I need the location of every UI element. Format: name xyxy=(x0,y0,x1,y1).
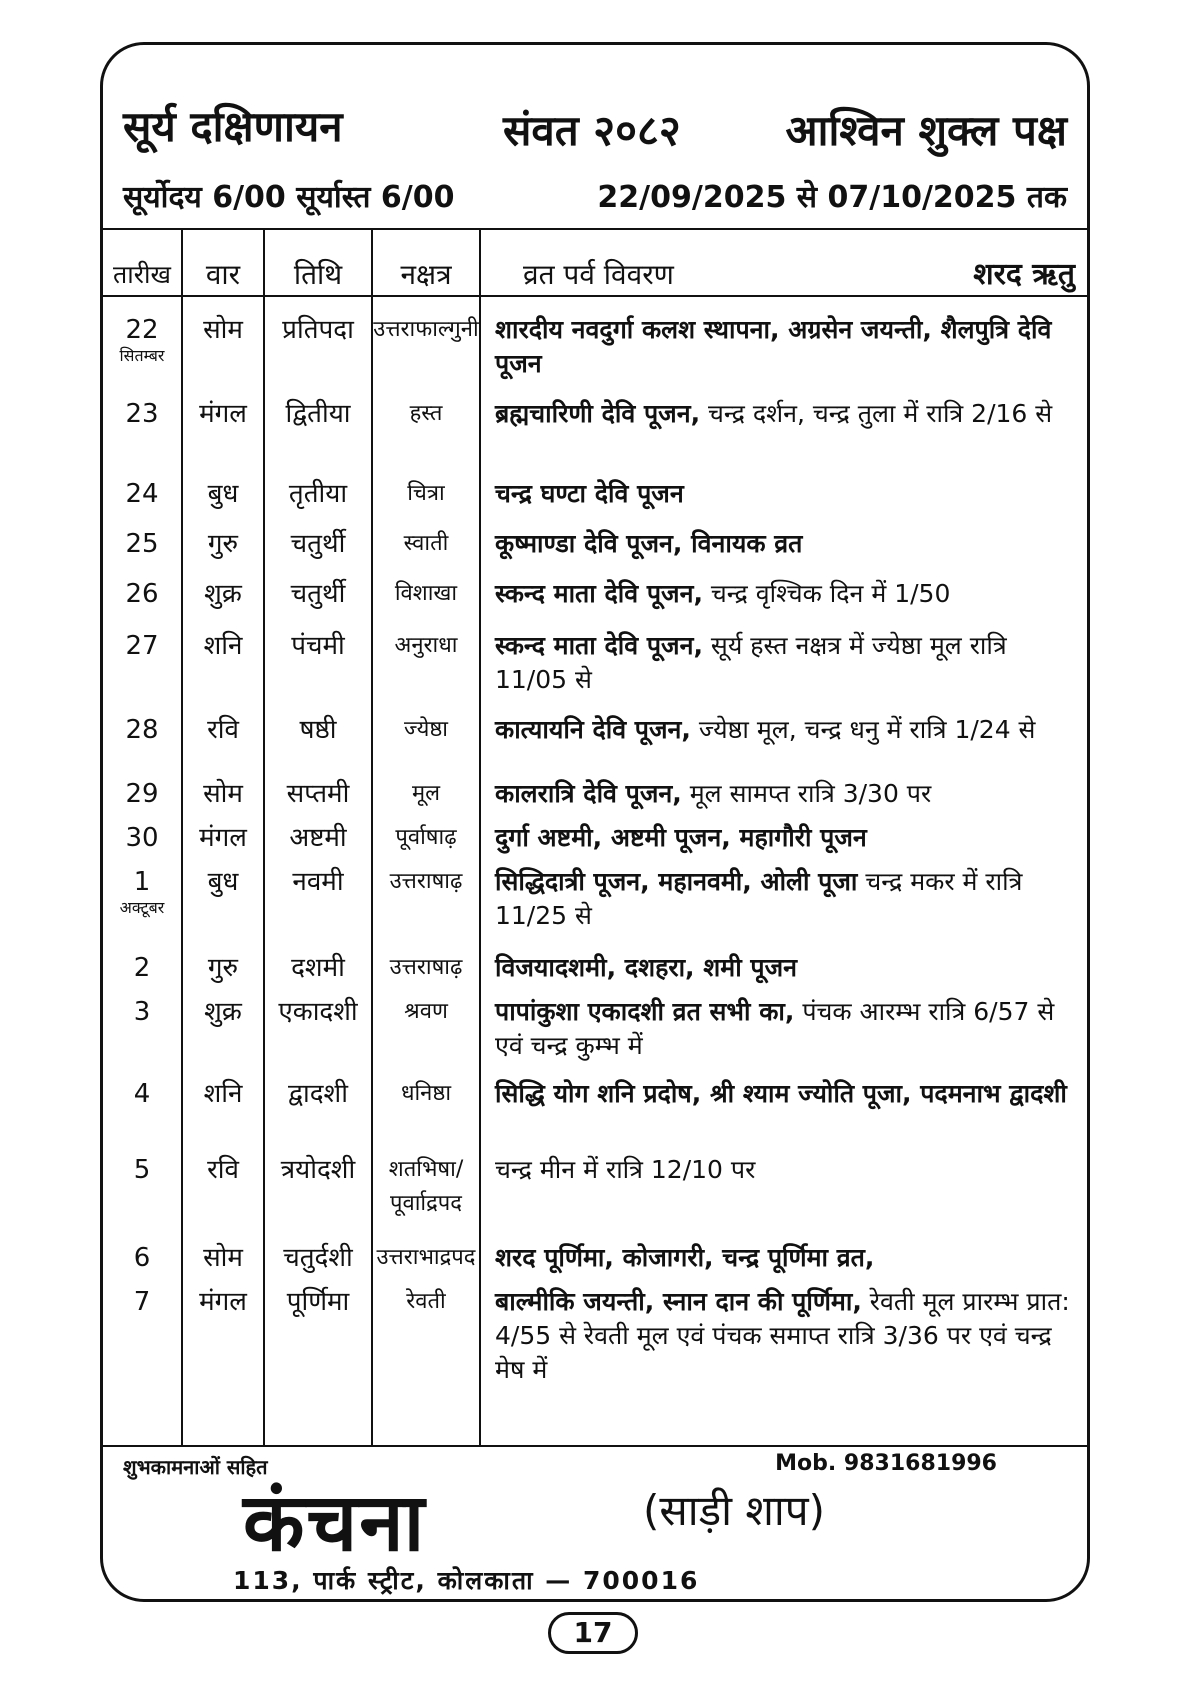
description-highlight: स्कन्द माता देवि पूजन, xyxy=(495,579,703,608)
date-range: 22/09/2025 से 07/10/2025 तक xyxy=(597,180,1067,215)
date-number: 26 xyxy=(125,579,159,609)
date-number: 6 xyxy=(133,1243,151,1273)
mobile-number: Mob. 9831681996 xyxy=(775,1451,997,1476)
page-number: 17 xyxy=(548,1612,638,1654)
col-tithi: तिथि xyxy=(293,258,343,291)
row-date xyxy=(103,1077,181,1111)
row-weekday: मंगल xyxy=(199,399,247,429)
row-date xyxy=(103,577,181,611)
row-date xyxy=(103,629,181,663)
date-number: 22 xyxy=(125,315,159,345)
shop-name: कंचना xyxy=(243,1476,427,1569)
month-label: सितम्बर xyxy=(119,346,165,365)
row-weekday: गुरु xyxy=(207,529,239,559)
col-date: तारीख xyxy=(113,260,171,289)
description-detail: रेवती मूल प्रारम्भ प्रात: 4/55 से रेवती मूल एवं पंचक समाप्त रात्रि 3/36 पर एवं चन्द्र मेष में xyxy=(495,1287,1070,1384)
row-weekday: मंगल xyxy=(199,823,247,853)
row-description xyxy=(495,951,1085,985)
row-date xyxy=(103,995,181,1029)
description-detail: पंचक आरम्भ रात्रि 6/57 से एवं चन्द्र कुम्भ में xyxy=(495,997,1055,1060)
description-highlight: कालरात्रि देवि पूजन, xyxy=(495,779,682,808)
title-samvat: संवत २०८२ xyxy=(503,106,681,155)
row-description xyxy=(495,577,1085,611)
date-number: 4 xyxy=(133,1079,151,1109)
row-weekday: बुध xyxy=(207,867,239,897)
row-date xyxy=(103,713,181,747)
row-date xyxy=(103,527,181,561)
row-date xyxy=(103,477,181,511)
row-nakshatra: पूर्वाषाढ़ xyxy=(395,825,457,850)
col-desc: व्रत पर्व विवरण xyxy=(523,258,674,291)
row-date xyxy=(103,397,181,431)
description-detail: मूल सामप्त रात्रि 3/30 पर xyxy=(681,779,932,808)
date-number: 24 xyxy=(125,479,159,509)
col-ritu: शरद ऋतु xyxy=(973,257,1075,292)
greeting-text: शुभकामनाओं सहित xyxy=(123,1455,268,1479)
row-tithi: त्रयोदशी xyxy=(280,1155,356,1185)
row-tithi: पूर्णिमा xyxy=(286,1287,350,1317)
description-detail: चन्द्र दर्शन, चन्द्र तुला में रात्रि 2/16 से xyxy=(700,399,1053,428)
row-nakshatra: उत्तराषाढ़ xyxy=(389,955,463,980)
row-description xyxy=(495,397,1085,431)
row-description xyxy=(495,1077,1085,1111)
sun-timing: सूर्योदय 6/00 सूर्यास्त 6/00 xyxy=(123,180,455,215)
row-tithi: द्वादशी xyxy=(288,1079,348,1109)
row-tithi: द्वितीया xyxy=(285,399,351,429)
row-tithi: नवमी xyxy=(292,867,344,897)
row-description xyxy=(495,865,1085,933)
description-highlight: शरद पूर्णिमा, कोजागरी, चन्द्र पूर्णिमा व्रत, xyxy=(495,1243,875,1272)
row-nakshatra: ज्येष्ठा xyxy=(403,717,448,742)
col-var: वार xyxy=(205,258,241,291)
month-label: अक्टूबर xyxy=(119,898,165,917)
row-tithi: दशमी xyxy=(291,953,345,983)
row-nakshatra: चित्रा xyxy=(407,481,445,506)
row-weekday: सोम xyxy=(203,1243,243,1273)
description-detail: चन्द्र वृश्चिक दिन में 1/50 xyxy=(702,579,951,608)
row-weekday: रवि xyxy=(207,1155,239,1185)
row-date xyxy=(103,1153,181,1187)
row-tithi: प्रतिपदा xyxy=(282,315,354,345)
header-subtitle-row xyxy=(123,175,1067,219)
row-tithi: चतुर्थी xyxy=(290,579,346,609)
description-highlight: बाल्मीकि जयन्ती, स्नान दान की पूर्णिमा, xyxy=(495,1287,862,1316)
description-highlight: कूष्माण्डा देवि पूजन, विनायक व्रत xyxy=(495,529,803,558)
row-date xyxy=(103,313,181,365)
row-description xyxy=(495,1153,1085,1187)
description-highlight: दुर्गा अष्टमी, अष्टमी पूजन, महागौरी पूजन xyxy=(495,823,867,852)
description-highlight: ब्रह्मचारिणी देवि पूजन, xyxy=(495,399,701,428)
date-number: 23 xyxy=(125,399,159,429)
row-description xyxy=(495,1285,1085,1387)
row-tithi: तृतीया xyxy=(288,479,348,509)
description-highlight: सिद्धिदात्री पूजन, महानवमी, ओली पूजा xyxy=(495,867,858,896)
row-date xyxy=(103,1285,181,1319)
row-tithi: अष्टमी xyxy=(289,823,347,853)
row-date xyxy=(103,777,181,811)
row-weekday: शनि xyxy=(203,631,243,661)
date-number: 30 xyxy=(125,823,159,853)
row-date xyxy=(103,865,181,917)
row-description xyxy=(495,313,1085,381)
description-highlight: स्कन्द माता देवि पूजन, xyxy=(495,631,703,660)
row-nakshatra: उत्तराभाद्रपद xyxy=(376,1245,476,1270)
row-weekday: गुरु xyxy=(207,953,239,983)
description-detail: ज्येष्ठा मूल, चन्द्र धनु में रात्रि 1/24 से xyxy=(690,715,1036,744)
date-number: 28 xyxy=(125,715,159,745)
row-nakshatra: उत्तराषाढ़ xyxy=(389,869,463,894)
description-detail: चन्द्र मकर में रात्रि 11/25 से xyxy=(495,867,1023,930)
row-weekday: सोम xyxy=(203,315,243,345)
date-number: 7 xyxy=(133,1287,151,1317)
title-paksha: आश्विन शुक्ल पक्ष xyxy=(785,106,1067,155)
row-description xyxy=(495,713,1085,747)
row-weekday: शुक्र xyxy=(204,997,242,1027)
row-nakshatra: मूल xyxy=(411,781,441,806)
row-tithi: षष्ठी xyxy=(299,715,337,745)
date-number: 25 xyxy=(125,529,159,559)
description-highlight: कात्यायनि देवि पूजन, xyxy=(495,715,691,744)
row-date xyxy=(103,821,181,855)
row-description xyxy=(495,777,1085,811)
shop-type: (साड़ी शाप) xyxy=(643,1486,826,1535)
row-weekday: शुक्र xyxy=(204,579,242,609)
row-nakshatra: धनिष्ठा xyxy=(400,1081,452,1106)
row-description xyxy=(495,477,1085,511)
row-tithi: चतुर्थी xyxy=(290,529,346,559)
row-nakshatra: उत्तराफाल्गुनी xyxy=(373,317,479,342)
date-number: 29 xyxy=(125,779,159,809)
title-left: सूर्य दक्षिणायन xyxy=(123,102,343,151)
header-title-row xyxy=(123,97,1067,157)
row-nakshatra: श्रवण xyxy=(404,999,448,1024)
row-tithi: पंचमी xyxy=(291,631,345,661)
row-date xyxy=(103,1241,181,1275)
row-tithi: एकादशी xyxy=(278,997,358,1027)
row-tithi: चतुर्दशी xyxy=(283,1243,353,1273)
calendar-page-frame xyxy=(100,42,1090,1602)
shop-address: 113, पार्क स्ट्रीट, कोलकाता — 700016 xyxy=(233,1566,700,1595)
description-highlight: चन्द्र घण्टा देवि पूजन xyxy=(495,479,684,508)
date-number: 5 xyxy=(133,1155,151,1185)
row-weekday: मंगल xyxy=(199,1287,247,1317)
row-nakshatra: अनुराधा xyxy=(394,633,458,658)
row-weekday: रवि xyxy=(207,715,239,745)
row-description xyxy=(495,527,1085,561)
row-description xyxy=(495,995,1085,1063)
col-divider-4 xyxy=(479,228,481,1445)
row-nakshatra: शतभिषा/ पूर्वााद्रपद xyxy=(388,1157,464,1216)
row-description xyxy=(495,629,1085,697)
date-number: 27 xyxy=(125,631,159,661)
row-nakshatra: स्वाती xyxy=(403,531,449,556)
description-highlight: शारदीय नवदुर्गा कलश स्थापना, अग्रसेन जयन्ती, शैलपुत्रि देवि पूजन xyxy=(495,315,1052,378)
column-header-divider xyxy=(103,295,1087,297)
description-detail: सूर्य हस्त नक्षत्र में ज्येष्ठा मूल रात्रि 11/05 से xyxy=(495,631,1007,694)
row-tithi: सप्तमी xyxy=(286,779,350,809)
date-number: 2 xyxy=(133,953,151,983)
row-description xyxy=(495,821,1085,855)
description-highlight: सिद्धि योग शनि प्रदोष, श्री श्याम ज्योति पूजा, पदमनाभ द्वादशी xyxy=(495,1079,1067,1108)
description-highlight: पापांकुशा एकादशी व्रत सभी का, xyxy=(495,997,795,1026)
row-nakshatra: विशाखा xyxy=(394,581,458,606)
row-weekday: बुध xyxy=(207,479,239,509)
col-nakshatra: नक्षत्र xyxy=(400,258,452,291)
row-date xyxy=(103,951,181,985)
description-highlight: विजयादशमी, दशहरा, शमी पूजन xyxy=(495,953,798,982)
row-nakshatra: हस्त xyxy=(409,401,443,426)
date-number: 3 xyxy=(133,997,151,1027)
row-description xyxy=(495,1241,1085,1275)
date-number: 1 xyxy=(133,867,151,897)
advertisement-footer xyxy=(103,1445,1087,1602)
row-weekday: सोम xyxy=(203,779,243,809)
row-nakshatra: रेवती xyxy=(406,1289,446,1314)
header-divider xyxy=(103,228,1087,230)
row-weekday: शनि xyxy=(203,1079,243,1109)
description-detail: चन्द्र मीन में रात्रि 12/10 पर xyxy=(495,1155,756,1184)
